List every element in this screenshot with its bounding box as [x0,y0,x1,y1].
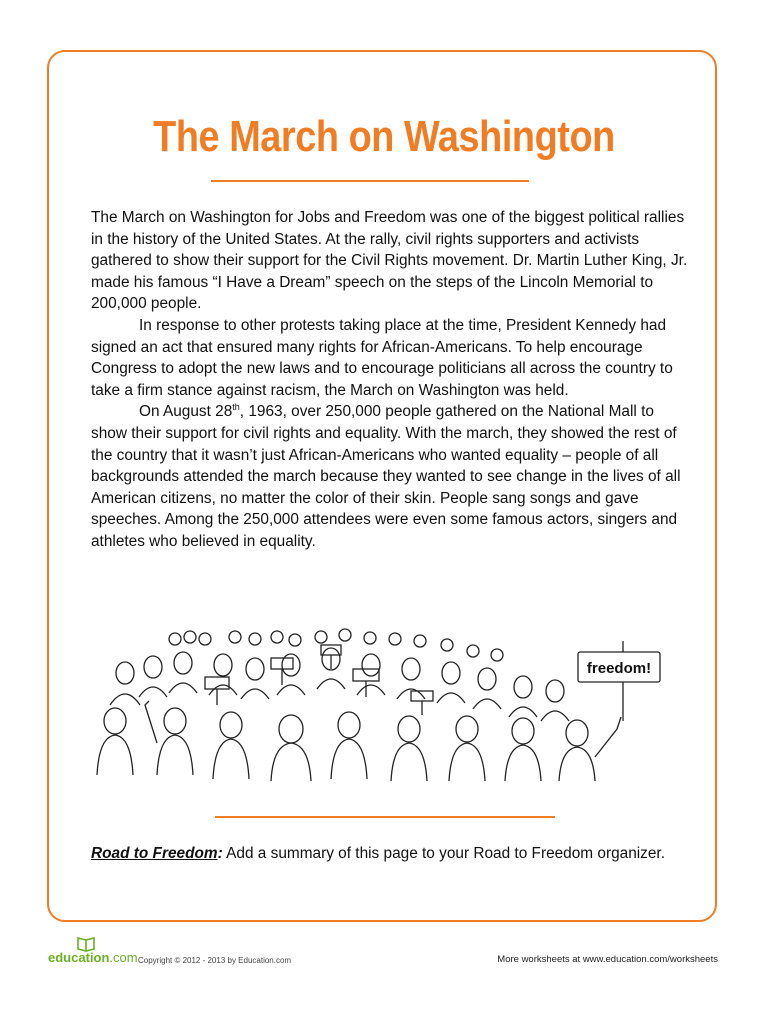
sign-text: freedom! [586,660,652,677]
footer [0,950,768,970]
logo-tld: .com [109,950,138,965]
crowd-illustration [95,625,670,785]
paragraph-2: In response to other protests taking place at the time, President Kennedy had signed an act that ensured many rights for African-Americans. To help encourage Congress to adopt the new laws and to encourage politicians all across the country to take a firm stance against racism, the March on Washington was held. [91,316,673,399]
activity-instructions [91,843,691,865]
crowd-placards [205,645,433,715]
ordinal-suffix: th [232,402,240,413]
task-lead-title: Road to Freedom [91,845,218,862]
logo-name: education [48,950,110,965]
paragraph-3-rest: , 1963, over 250,000 people gathered on the National Mall to show their support for civil rights and equality. With the march, they showed the rest of the country that it wasn’t just African-Americans who wanted equality – people of all backgrounds attended the march because they wanted to see change in the lives of all American citizens, no matter the color of their skin. People sang songs and gave speeches. Among the 250,000 attendees were even some famous actors, singers and athletes who believed in equality. [91,403,681,550]
freedom-sign [578,641,660,721]
task-lead [91,845,223,862]
task-lead-colon: : [217,845,223,862]
copyright-text: Copyright © 2012 - 2013 by Education.com [138,956,292,965]
article-body [91,207,691,553]
paragraph-1: The March on Washington for Jobs and Freedom was one of the biggest political rallies in the history of the United States. At the rally, civil rights supporters and activists gathered to show their support for the Civil Rights movement. Dr. Martin Luther King, Jr. made his famous “I Have a Dream” speech on the steps of the Lincoln Memorial to 200,000 people. [91,209,688,313]
section-divider [215,816,555,818]
paragraph-3 [91,401,691,552]
paragraph-3-start: On August 28 [139,403,233,421]
logo[interactable] [48,950,138,965]
page-title: The March on Washington [153,112,615,161]
title-divider [211,180,529,182]
crowd-middle-row [110,648,569,721]
task-text: Add a summary of this page to your Road to Freedom organizer. [222,845,665,862]
more-worksheets-link[interactable]: More worksheets at www.education.com/worksheets [497,954,718,965]
crowd-front-row [97,701,621,781]
